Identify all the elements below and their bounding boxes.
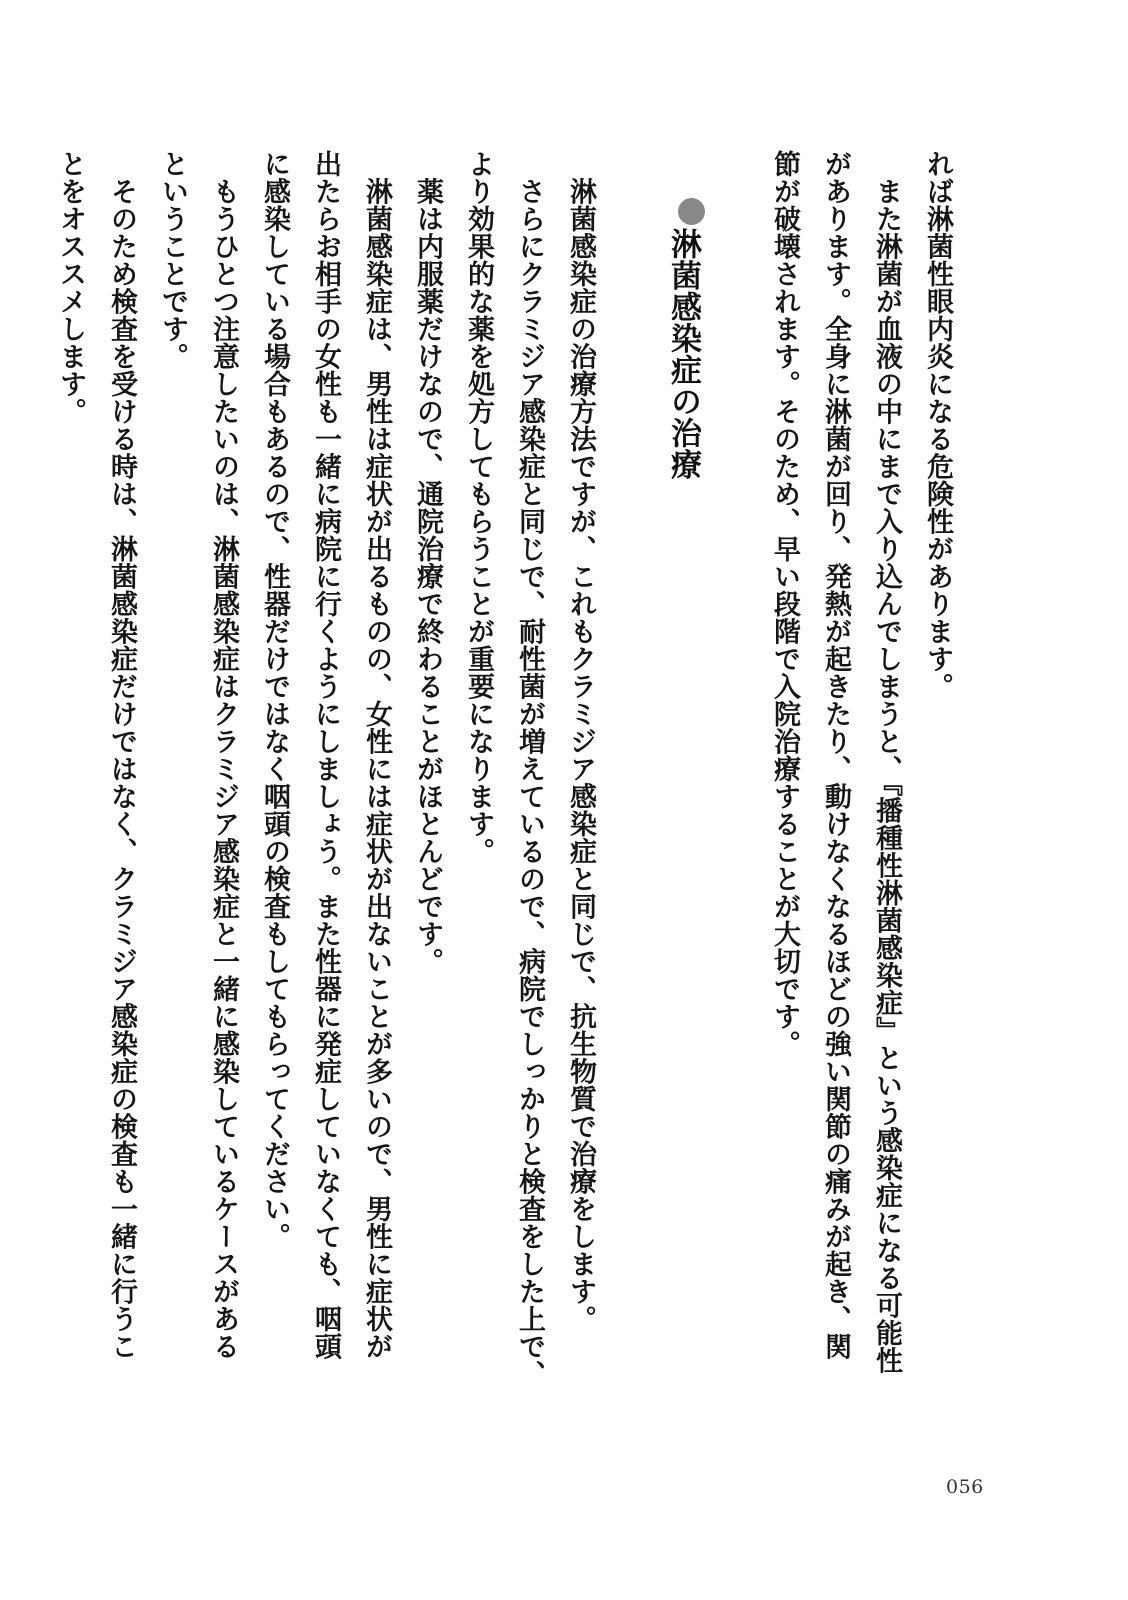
section-heading xyxy=(657,150,708,1440)
blank-line xyxy=(606,150,657,1440)
text-line: に感染している場合もあるので、性器だけではなく咽頭の検査もしてもらってください。 xyxy=(259,150,290,1250)
page-number: 056 xyxy=(946,1476,984,1498)
text-line: 淋菌感染症の治療方法ですが、これもクラミジア感染症と同じで、抗生物質で治療をします。 xyxy=(565,150,596,1333)
text-line: さらにクラミジア感染症と同じで、耐性菌が増えているので、病院でしっかりと検査をした上で、 xyxy=(514,150,545,1388)
text-line: もうひとつ注意したいのは、淋菌感染症はクラミジア感染症と一緒に感染しているケースがある xyxy=(208,150,239,1360)
text-line: があります。全身に淋菌が回り、発熱が起きたり、動けなくなるほどの強い関節の痛みが起き、関 xyxy=(820,150,851,1360)
bullet-circle-icon xyxy=(678,198,705,225)
text-line: ということです。 xyxy=(157,150,188,370)
text-line: 淋菌感染症は、男性は症状が出るものの、女性には症状が出ないことが多いので、男性に症状が xyxy=(361,150,392,1360)
text-line: 薬は内服薬だけなので、通院治療で終わることがほとんどです。 xyxy=(412,150,443,975)
text-line: また淋菌が血液の中にまで入り込んでしまうと、『播種性淋菌感染症』という感染症になる可能性 xyxy=(871,150,902,1374)
section-heading-text: 淋菌感染症の治療 xyxy=(665,228,701,480)
text-line: より効果的な薬を処方してもらうことが重要になります。 xyxy=(463,150,494,865)
vertical-text-block xyxy=(55,150,963,1440)
text-line: 節が破壊されます。そのため、早い段階で入院治療することが大切です。 xyxy=(769,150,800,1058)
text-line: とをオススメします。 xyxy=(55,150,86,425)
blank-line xyxy=(708,150,759,1440)
text-line: そのため検査を受ける時は、淋菌感染症だけではなく、クラミジア感染症の検査も一緒に行うこ xyxy=(106,150,137,1360)
text-line: 出たらお相手の女性も一緒に病院に行くようにしましょう。また性器に発症していなくても、咽頭 xyxy=(310,150,341,1360)
text-line: れば淋菌性眼内炎になる危険性があります。 xyxy=(922,150,953,700)
